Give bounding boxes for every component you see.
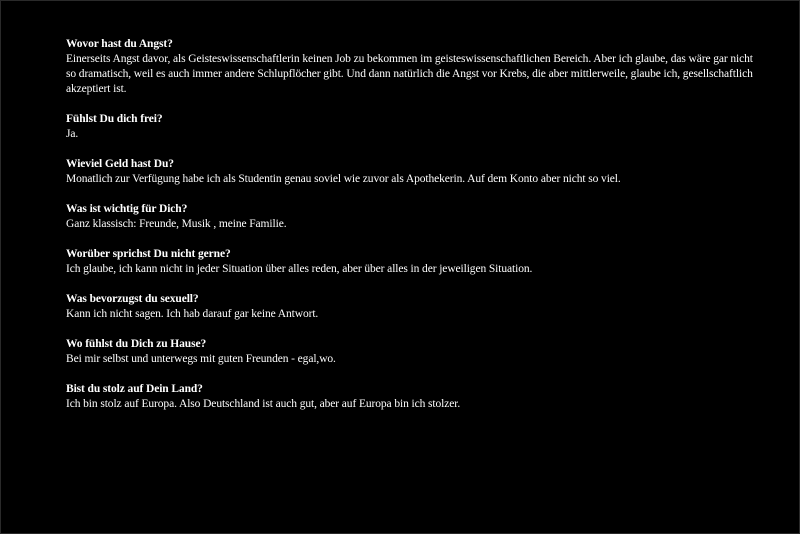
question-heading: Worüber sprichst Du nicht gerne? xyxy=(66,248,231,260)
answer-text: Einerseits Angst davor, als Geisteswissenschaftlerin keinen Job zu bekommen im geisteswissenschaftlichen Bereich. Aber ich glaube, das wäre gar nicht so dramatisch, weil es auch immer andere Schlupflöcher gibt. Und dann natürlich die Angst vor Krebs, die aber mittlerweile, glaube ich, gesellschaftlich akzeptiert ist. xyxy=(66,53,753,95)
qa-block xyxy=(66,292,756,322)
interview-text xyxy=(66,37,756,427)
question-heading: Fühlst Du dich frei? xyxy=(66,113,163,125)
answer-text: Bei mir selbst und unterwegs mit guten Freunden - egal,wo. xyxy=(66,353,336,365)
answer-text: Ja. xyxy=(66,128,79,140)
qa-block xyxy=(66,247,756,277)
question-heading: Wovor hast du Angst? xyxy=(66,38,173,50)
qa-block xyxy=(66,202,756,232)
qa-block xyxy=(66,382,756,412)
answer-text: Kann ich nicht sagen. Ich hab darauf gar keine Antwort. xyxy=(66,308,319,320)
question-heading: Wo fühlst du Dich zu Hause? xyxy=(66,338,207,350)
qa-block xyxy=(66,337,756,367)
question-heading: Was bevorzugst du sexuell? xyxy=(66,293,199,305)
answer-text: Ganz klassisch: Freunde, Musik , meine Familie. xyxy=(66,218,287,230)
question-heading: Was ist wichtig für Dich? xyxy=(66,203,188,215)
answer-text: Ich bin stolz auf Europa. Also Deutschland ist auch gut, aber auf Europa bin ich stolzer. xyxy=(66,398,461,410)
question-heading: Wieviel Geld hast Du? xyxy=(66,158,174,170)
answer-text: Ich glaube, ich kann nicht in jeder Situation über alles reden, aber über alles in der jeweiligen Situation. xyxy=(66,263,533,275)
qa-block xyxy=(66,157,756,187)
answer-text: Monatlich zur Verfügung habe ich als Studentin genau soviel wie zuvor als Apothekerin. Auf dem Konto aber nicht so viel. xyxy=(66,173,621,185)
qa-block xyxy=(66,37,756,97)
question-heading: Bist du stolz auf Dein Land? xyxy=(66,383,203,395)
qa-block xyxy=(66,112,756,142)
